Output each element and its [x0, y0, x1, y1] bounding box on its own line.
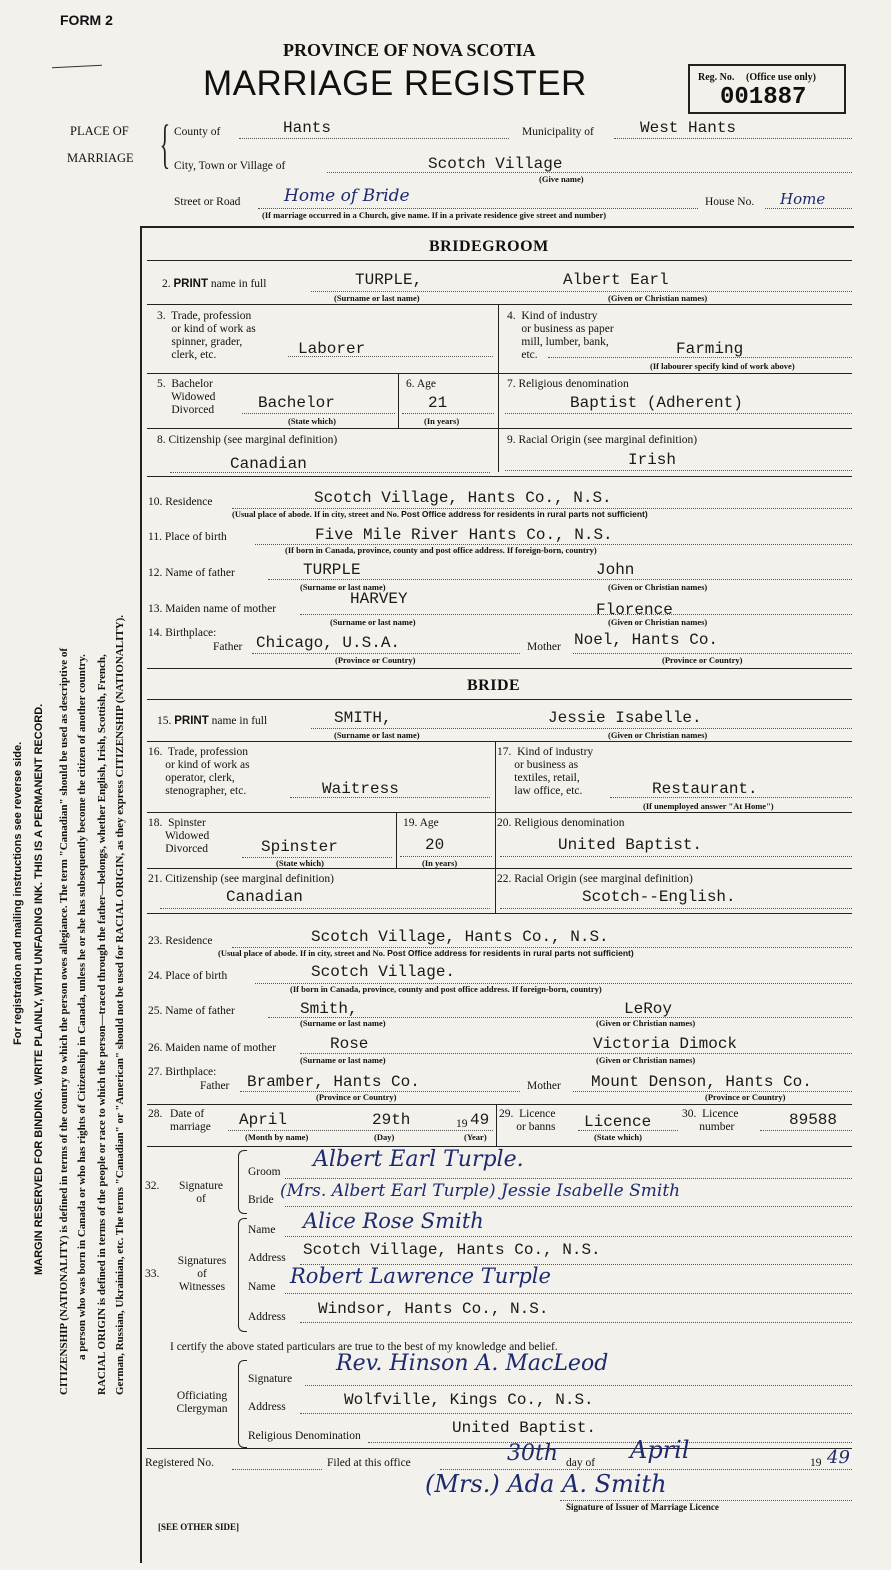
bride-birth: Scotch Village.: [311, 963, 456, 981]
bride-industry-label: 17. Kind of industry or business as textiles, retail, law office, etc.: [497, 746, 594, 797]
bride-racial-line: [500, 908, 852, 909]
month-caption: (Month by name): [245, 1132, 309, 1142]
clergy-denomination: United Baptist.: [452, 1419, 597, 1437]
bride-citizenship-line: [160, 908, 490, 909]
county-label: County of: [174, 126, 221, 138]
mother-word: Mother: [527, 1080, 561, 1092]
street-label: Street or Road: [174, 196, 241, 208]
reg-number: 001887: [720, 84, 807, 111]
groom-age-label: 6. Age: [406, 378, 437, 390]
reg-office-note: (Office use only): [746, 72, 816, 83]
margin-note-citizenship-1: CITIZENSHIP (NATIONALITY) is defined in terms of the country to which the person owes allegiance. The term "Canadian" should be used as descriptive of: [58, 647, 70, 1395]
residence-caption: (Usual place of abode. If in city, street and No. Post Office address for residents in rural parts not sufficient): [232, 509, 648, 519]
bride-mother-line: [300, 1053, 852, 1054]
divider: [147, 741, 852, 742]
divider: [147, 913, 852, 914]
province-heading: PROVINCE OF NOVA SCOTIA: [283, 40, 536, 60]
surname-caption: (Surname or last name): [334, 293, 420, 303]
filed-year: 49: [827, 1447, 850, 1468]
bride-mother-given: Victoria Dimock: [593, 1035, 738, 1053]
groom-religion: Baptist (Adherent): [570, 394, 743, 412]
city-caption: (Give name): [539, 174, 584, 184]
divider: [147, 476, 852, 477]
city-value: Scotch Village: [428, 155, 563, 173]
house-line: [765, 208, 852, 209]
witness2-name-label: Name: [248, 1281, 276, 1293]
house-label: House No.: [705, 196, 755, 208]
licence-number-line: [760, 1130, 852, 1131]
bride-father-label: 25. Name of father: [148, 1005, 235, 1017]
groom-trade: Laborer: [298, 340, 366, 358]
groom-name-label: 2. PRINT name in full: [162, 278, 267, 290]
bride-mother-surname: Rose: [330, 1035, 369, 1053]
place-label-1: PLACE OF: [70, 124, 129, 138]
surname-caption: (Surname or last name): [300, 582, 386, 592]
mother-word: Mother: [527, 641, 561, 653]
issuer-caption: Signature of Issuer of Marriage Licence: [566, 1502, 719, 1512]
licence-number: 89588: [789, 1111, 838, 1129]
witness1-line: [285, 1236, 852, 1237]
groom-mother-birthplace-line: [573, 653, 852, 654]
bride-status-label: 18. Spinster Widowed Divorced: [148, 817, 210, 855]
street-line: [258, 208, 698, 209]
issuer-signature: (Mrs.) Ada A. Smith: [425, 1470, 667, 1498]
filed-day: 30th: [507, 1441, 559, 1466]
given-caption: (Given or Christian names): [596, 1055, 696, 1065]
groom-section-title: BRIDEGROOM: [429, 238, 549, 255]
bride-mother-birthplace: Mount Denson, Hants Co.: [591, 1073, 812, 1091]
bride-residence: Scotch Village, Hants Co., N.S.: [311, 928, 609, 946]
divider: [147, 428, 852, 429]
marriage-year: 49: [470, 1111, 490, 1129]
bride-given: Jessie Isabelle.: [548, 709, 702, 727]
divider: [496, 1104, 497, 1146]
groom-father-surname: TURPLE: [303, 561, 361, 579]
see-other-side: [SEE OTHER SIDE]: [158, 1522, 240, 1532]
municipality-value: West Hants: [640, 119, 737, 137]
surname-caption: (Surname or last name): [300, 1055, 386, 1065]
bride-name-label: 15. PRINT name in full: [157, 715, 268, 727]
groom-racial: Irish: [628, 451, 677, 469]
witness2-address: Windsor, Hants Co., N.S.: [318, 1300, 549, 1318]
licence-line: [578, 1130, 678, 1131]
street-caption: (If marriage occurred in a Church, give name. If in a private residence give street and number): [262, 210, 607, 220]
county-value: Hants: [283, 119, 332, 137]
father-word: Father: [213, 641, 243, 653]
witness2-line: [285, 1293, 852, 1294]
bride-mother-label: 26. Maiden name of mother: [148, 1042, 277, 1054]
groom-religion-line: [505, 413, 852, 414]
licence-caption: (State which): [594, 1132, 642, 1142]
bride-father-given: LeRoy: [624, 1000, 673, 1018]
groom-mother-line: [300, 614, 852, 615]
filed-month: April: [630, 1436, 690, 1464]
bride-residence-label: 23. Residence: [148, 935, 213, 947]
bride-section-title: BRIDE: [467, 677, 521, 694]
witness2-address-label: Address: [248, 1311, 286, 1323]
divider: [498, 304, 499, 472]
province-caption: (Province or Country): [705, 1092, 786, 1102]
divider: [495, 741, 496, 913]
given-caption: (Given or Christian names): [608, 582, 708, 592]
reg-number-box: [688, 64, 846, 114]
year-caption: (Year): [464, 1132, 487, 1142]
day-caption: (Day): [374, 1132, 395, 1142]
father-word: Father: [200, 1080, 230, 1092]
clergy-address: Wolfville, Kings Co., N.S.: [344, 1391, 594, 1409]
groom-given: Albert Earl: [563, 271, 669, 289]
given-caption: (Given or Christian names): [608, 730, 708, 740]
registered-no-label: Registered No.: [145, 1457, 214, 1469]
bride-industry: Restaurant.: [652, 780, 758, 798]
bride-surname: SMITH,: [334, 709, 392, 727]
age-caption: (In years): [424, 416, 460, 426]
registered-no-line: [232, 1469, 322, 1470]
bride-birthplace-label: 27. Birthplace:: [148, 1066, 217, 1078]
bride-trade-label: 16. Trade, profession or kind of work as operator, clerk, stenographer, etc.: [148, 746, 250, 797]
date-label: Date of marriage: [170, 1108, 211, 1133]
margin-note-binding: MARGIN RESERVED FOR BINDING. WRITE PLAINLY, WITH UNFADING INK. THIS IS A PERMANENT RECORD.: [33, 703, 45, 1275]
divider: [398, 373, 399, 428]
bride-birth-label: 24. Place of birth: [148, 970, 228, 982]
date-line: [228, 1130, 493, 1131]
clergy-address-label: Address: [248, 1401, 286, 1413]
clergy-signature-label: Signature: [248, 1373, 293, 1385]
groom-racial-label: 9. Racial Origin (see marginal definition): [507, 434, 698, 446]
filed-label: Filed at this office: [327, 1457, 411, 1469]
groom-status-line: [242, 413, 395, 414]
witness1-name-label: Name: [248, 1224, 276, 1236]
bride-citizenship-label: 21. Citizenship (see marginal definition): [148, 873, 334, 885]
clergy-signature: Rev. Hinson A. MacLeod: [336, 1351, 609, 1376]
date-label-num: 28.: [148, 1108, 163, 1120]
province-caption: (Province or Country): [316, 1092, 397, 1102]
bride-citizenship: Canadian: [226, 888, 303, 906]
bride-father-surname: Smith,: [300, 1000, 358, 1018]
groom-surname: TURPLE,: [355, 271, 423, 289]
witness2-signature: Robert Lawrence Turple: [290, 1264, 551, 1288]
given-caption: (Given or Christian names): [596, 1018, 696, 1028]
bride-sig-label: Bride: [248, 1194, 274, 1206]
status-caption: (State which): [276, 858, 324, 868]
brace: {: [159, 114, 171, 174]
residence-caption: (Usual place of abode. If in city, street and No. Post Office address for residents in rural parts not sufficient): [218, 948, 634, 958]
groom-status: Bachelor: [258, 394, 335, 412]
city-label: City, Town or Village of: [174, 160, 286, 172]
groom-mother-given: Florence: [596, 601, 673, 619]
bride-sig-line: [285, 1206, 852, 1207]
given-caption: (Given or Christian names): [608, 617, 708, 627]
divider: [147, 260, 852, 261]
licence-label: 29. Licence or banns: [499, 1108, 556, 1133]
clergy-denomination-label: Religious Denomination: [248, 1430, 361, 1442]
groom-mother-label: 13. Maiden name of mother: [148, 603, 277, 615]
witness1-address-label: Address: [248, 1252, 286, 1264]
divider: [396, 812, 397, 868]
bride-religion: United Baptist.: [558, 836, 703, 854]
groom-father-line: [268, 579, 852, 580]
brace: [238, 1218, 247, 1332]
groom-age: 21: [428, 394, 448, 412]
house-value: Home: [780, 190, 826, 208]
groom-residence: Scotch Village, Hants Co., N.S.: [314, 489, 612, 507]
signature-label: Signature of: [178, 1180, 224, 1205]
bride-religion-label: 20. Religious denomination: [497, 817, 625, 829]
county-line: [239, 138, 509, 139]
divider: [147, 373, 852, 374]
bride-racial-label: 22. Racial Origin (see marginal definition): [497, 873, 693, 885]
groom-father-birthplace-line: [252, 653, 520, 654]
margin-note-instructions: For registration and mailing instructions see reverse side.: [12, 741, 24, 1045]
certify-statement: I certify the above stated particulars are true to the best of my knowledge and belief.: [170, 1341, 558, 1353]
witness1-signature: Alice Rose Smith: [303, 1209, 484, 1233]
street-value: Home of Bride: [284, 186, 410, 206]
marriage-month: April: [239, 1111, 288, 1129]
bride-racial: Scotch--English.: [582, 888, 736, 906]
form-number: FORM 2: [60, 12, 113, 28]
groom-racial-line: [505, 470, 852, 471]
groom-citizenship: Canadian: [230, 455, 307, 473]
groom-birth-label: 11. Place of birth: [148, 531, 227, 543]
divider: [147, 812, 852, 813]
clergy-address-line: [300, 1413, 852, 1414]
bride-religion-line: [500, 856, 852, 857]
bride-age-line: [400, 856, 492, 857]
groom-industry-label: 4. Kind of industry or business as paper mill, lumber, bank, etc.: [507, 310, 614, 361]
province-caption: (Province or Country): [335, 655, 416, 665]
groom-citizenship-line: [170, 472, 490, 473]
surname-caption: (Surname or last name): [334, 730, 420, 740]
bride-age: 20: [425, 836, 445, 854]
divider: [147, 1448, 852, 1449]
birth-caption: (If born in Canada, province, county and post office address. If foreign-born, country): [290, 984, 602, 994]
municipality-line: [614, 138, 852, 139]
groom-mother-surname: HARVEY: [350, 590, 408, 608]
groom-age-line: [402, 413, 494, 414]
groom-birthplace-label: 14. Birthplace:: [148, 627, 217, 639]
groom-mother-birthplace: Noel, Hants Co.: [574, 631, 719, 649]
surname-caption: (Surname or last name): [330, 617, 416, 627]
divider: [147, 1104, 852, 1105]
marriage-day: 29th: [372, 1111, 411, 1129]
margin-note-racial-2: German, Russian, Ukrainian, etc. The terms "Canadian" or "American" should not be used for RACIAL ORIGIN, as they express CITIZENSHIP (NATIONALITY).: [114, 614, 126, 1395]
groom-citizenship-label: 8. Citizenship (see marginal definition): [157, 434, 338, 446]
place-label-2: MARRIAGE: [67, 151, 134, 165]
groom-trade-label: 3. Trade, profession or kind of work as spinner, grader, clerk, etc.: [157, 310, 256, 361]
bride-father-birthplace: Bramber, Hants Co.: [247, 1073, 420, 1091]
groom-industry-caption: (If labourer specify kind of work above): [650, 361, 795, 371]
witness2-address-line: [300, 1322, 852, 1323]
province-caption: (Province or Country): [662, 655, 743, 665]
groom-residence-label: 10. Residence: [148, 496, 213, 508]
licence-type: Licence: [584, 1113, 652, 1131]
margin-note-racial-1: RACIAL ORIGIN is defined in terms of the people or race to which the person—traced through the father—belongs, whether English, Irish, Scottish, French,: [96, 654, 108, 1395]
bride-age-label: 19. Age: [403, 817, 439, 829]
groom-sig-line: [285, 1178, 852, 1179]
groom-industry: Farming: [676, 340, 744, 358]
issuer-line: [560, 1500, 852, 1501]
brace: [238, 1150, 247, 1214]
given-caption: (Given or Christian names): [608, 293, 708, 303]
groom-father-label: 12. Name of father: [148, 567, 235, 579]
clergy-denomination-line: [368, 1442, 852, 1443]
filed-year-prefix: 19: [810, 1457, 822, 1469]
divider: [147, 868, 852, 869]
clergy-label: Officiating Clergyman: [176, 1390, 228, 1415]
groom-name-line: [311, 291, 852, 292]
day-of-label: day of: [566, 1457, 596, 1469]
year-prefix: 19: [456, 1118, 468, 1130]
surname-caption: (Surname or last name): [300, 1018, 386, 1028]
bride-trade: Waitress: [322, 780, 399, 798]
age-caption: (In years): [422, 858, 458, 868]
signature-num: 32.: [145, 1180, 160, 1192]
margin-note-citizenship-2: a person who was born in Canada or who has rights of Citizenship in Canada, unless he or she has subsequently become the citizen of another country.: [76, 654, 88, 1360]
status-caption: (State which): [288, 416, 336, 426]
groom-religion-label: 7. Religious denomination: [507, 378, 629, 390]
groom-father-given: John: [596, 561, 635, 579]
bride-signature: (Mrs. Albert Earl Turple) Jessie Isabelle Smith: [280, 1181, 681, 1201]
bride-industry-caption: (If unemployed answer "At Home"): [643, 801, 774, 811]
municipality-label: Municipality of: [522, 126, 594, 138]
witness-label: Signatures of Witnesses: [177, 1255, 227, 1293]
reg-number-label: Reg. No.: [698, 72, 735, 83]
groom-father-birthplace: Chicago, U.S.A.: [256, 634, 401, 652]
bride-status: Spinster: [261, 838, 338, 856]
divider: [147, 304, 852, 305]
groom-signature: Albert Earl Turple.: [313, 1147, 524, 1172]
binding-margin: [0, 0, 140, 1570]
witness1-address: Scotch Village, Hants Co., N.S.: [303, 1241, 601, 1259]
birth-caption: (If born in Canada, province, county and post office address. If foreign-born, country): [285, 545, 597, 555]
city-line: [327, 172, 852, 173]
witness-num: 33.: [145, 1268, 160, 1280]
groom-birth: Five Mile River Hants Co., N.S.: [315, 526, 613, 544]
groom-status-label: 5. Bachelor Widowed Divorced: [157, 378, 216, 416]
groom-sig-label: Groom: [248, 1166, 281, 1178]
bride-name-line: [311, 728, 852, 729]
divider: [147, 668, 852, 669]
brace: [238, 1360, 247, 1448]
licence-number-label: 30. Licence number: [682, 1108, 739, 1133]
page-title: MARRIAGE REGISTER: [203, 64, 587, 103]
divider: [147, 699, 852, 700]
clergy-sig-line: [305, 1385, 852, 1386]
